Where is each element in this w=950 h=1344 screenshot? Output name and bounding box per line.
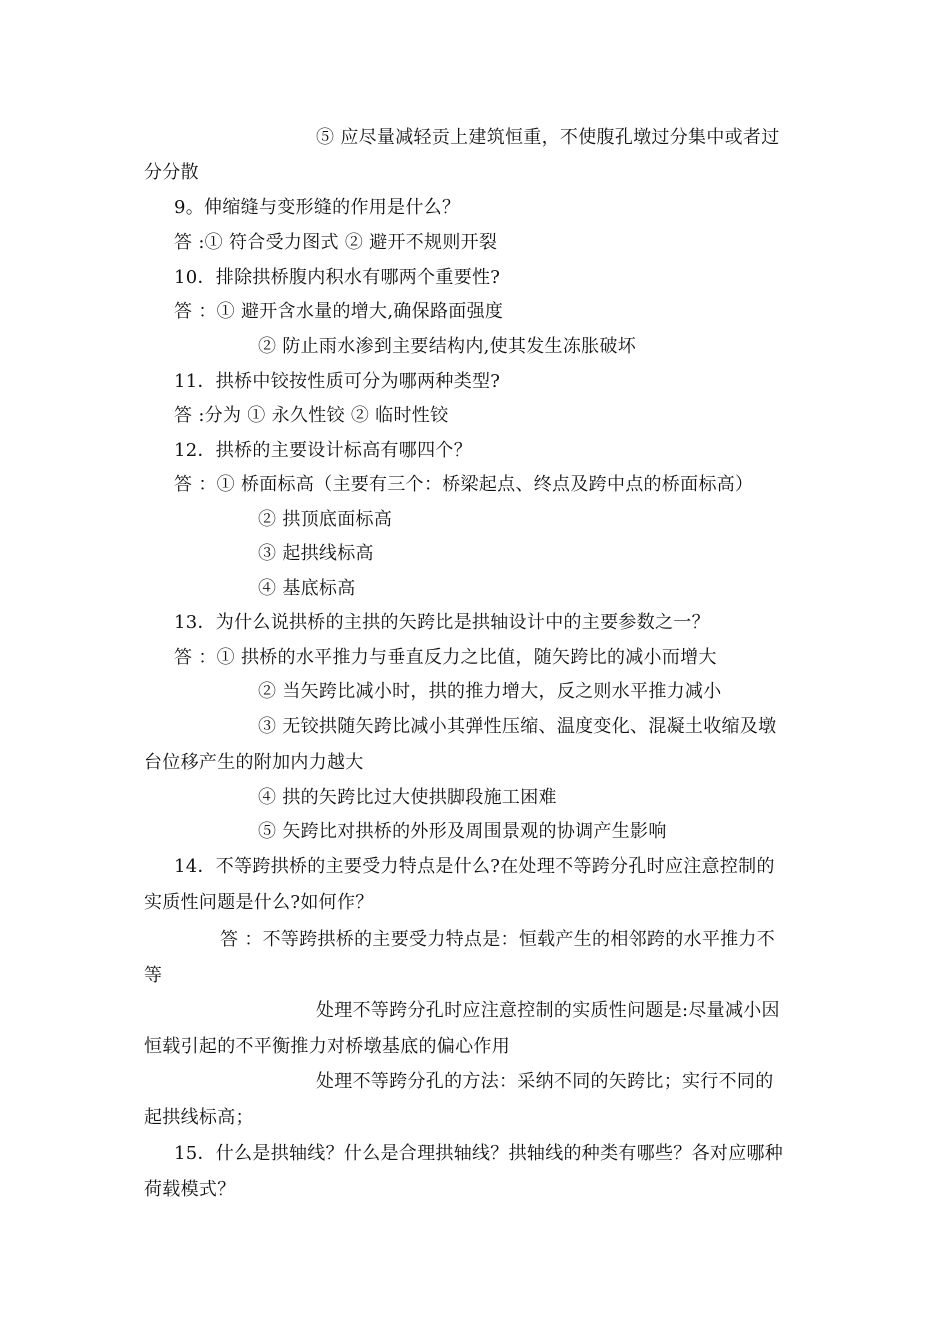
- text-line: 台位移产生的附加内力越大: [144, 752, 364, 773]
- question-13: 13．为什么说拱桥的主拱的矢跨比是拱轴设计中的主要参数之一？: [174, 612, 710, 633]
- text-line: 分分散: [144, 162, 199, 183]
- question-12: 12．拱桥的主要设计标高有哪四个？: [174, 440, 473, 461]
- text-line: 实质性问题是什么?如何作？: [144, 892, 374, 913]
- text-line: ⑤ 矢跨比对拱桥的外形及周围景观的协调产生影响: [258, 821, 667, 842]
- text-line: 等: [144, 965, 163, 986]
- text-line: ③ 无铰拱随矢跨比减小其弹性压缩、温度变化、混凝土收缩及墩: [258, 716, 777, 737]
- question-9: 9。伸缩缝与变形缝的作用是什么？: [174, 197, 461, 218]
- question-15: 15．什么是拱轴线？什么是合理拱轴线？拱轴线的种类有哪些？各对应哪种: [174, 1143, 784, 1164]
- answer-14: 答 ：不等跨拱桥的主要受力特点是：恒载产生的相邻跨的水平推力不: [220, 929, 776, 950]
- text-line: 恒载引起的不平衡推力对桥墩基底的偏心作用: [144, 1036, 510, 1057]
- text-line: 起拱线标高；: [144, 1107, 254, 1128]
- text-line: ③ 起拱线标高: [258, 543, 374, 564]
- text-line: ② 当矢跨比减小时，拱的推力增大，反之则水平推力减小: [258, 681, 722, 702]
- answer-12: 答 ：① 桥面标高（主要有三个：桥梁起点、终点及跨中点的桥面标高）: [174, 474, 754, 495]
- text-line: 处理不等跨分孔的方法：采纳不同的矢跨比；实行不同的: [316, 1071, 774, 1092]
- text-line: ⑤ 应尽量减轻贡上建筑恒重，不使腹孔墩过分集中或者过: [316, 127, 780, 148]
- answer-11: 答 :分为 ① 永久性铰 ② 临时性铰: [174, 405, 449, 426]
- question-10: 10．排除拱桥腹内积水有哪两个重要性?: [174, 267, 501, 288]
- text-line: ④ 拱的矢跨比过大使拱脚段施工困难: [258, 787, 557, 808]
- answer-9: 答 :① 符合受力图式 ② 避开不规则开裂: [174, 232, 498, 253]
- question-11: 11．拱桥中铰按性质可分为哪两种类型?: [174, 371, 501, 392]
- question-14: 14．不等跨拱桥的主要受力特点是什么?在处理不等跨分孔时应注意控制的: [174, 856, 775, 877]
- text-line: ② 防止雨水渗到主要结构内,使其发生冻胀破坏: [258, 336, 637, 357]
- text-line: ② 拱顶底面标高: [258, 509, 393, 530]
- text-line: ④ 基底标高: [258, 578, 356, 599]
- text-line: 处理不等跨分孔时应注意控制的实质性问题是:尽量减小因: [316, 1000, 780, 1021]
- answer-10: 答 ：① 避开含水量的增大,确保路面强度: [174, 301, 504, 322]
- answer-13: 答 ：① 拱桥的水平推力与垂直反力之比值，随矢跨比的减小而增大: [174, 647, 717, 668]
- text-line: 荷载模式？: [144, 1179, 236, 1200]
